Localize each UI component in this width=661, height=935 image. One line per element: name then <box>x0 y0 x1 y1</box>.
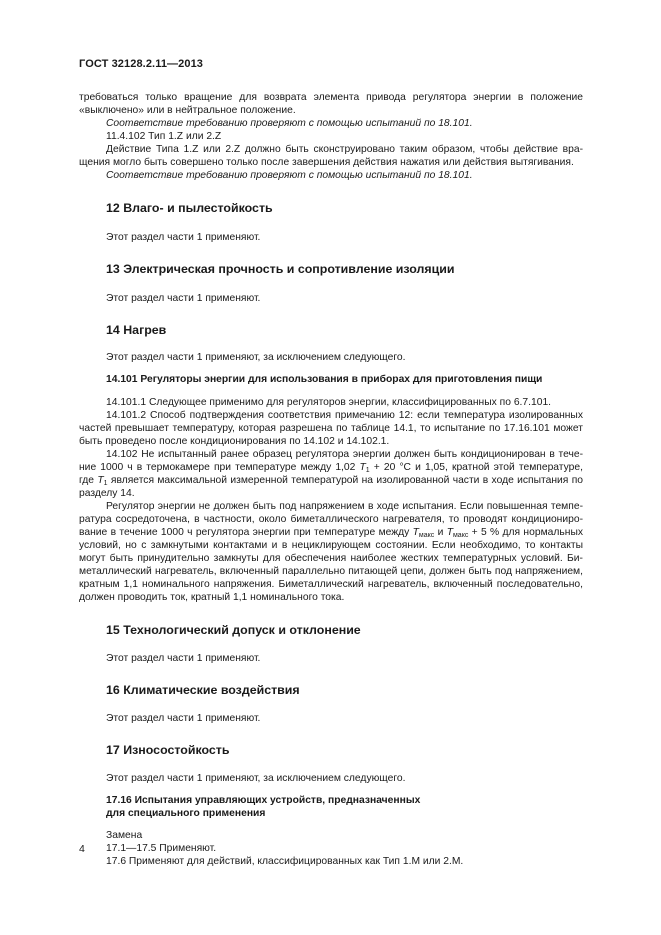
clause-17-1-17-5: 17.1—17.5 Применяют. <box>106 843 217 854</box>
document-header: ГОСТ 32128.2.11—2013 <box>79 58 204 70</box>
paragraph-line: щения могло быть совершено только после завершения действия нажатия или действия вытягивания. <box>79 157 574 168</box>
compliance-note: Соответствие требованию проверяют с помощью испытаний по 18.101. <box>106 170 473 181</box>
paragraph-line: должен проводить ток, кратный 1,1 номинального тока. <box>79 592 345 603</box>
page-number: 4 <box>79 843 85 855</box>
clause-11-4-102: 11.4.102 Тип 1.Z или 2.Z <box>106 131 222 142</box>
text-run: ние 1000 ч в термокамере при температуре между 1,02 <box>79 462 360 473</box>
page-content <box>79 91 583 868</box>
clause-14-101-1: 14.101.1 Следующее применимо для регуляторов энергии, классифицированных по 6.7.101. <box>106 397 552 408</box>
paragraph-line: могут быть принудительно замкнуты для обеспечения наиболее жестких температурных условий. Би- <box>79 553 583 564</box>
subsection-17-16-title: 17.16 Испытания управляющих устройств, предназначенных <box>106 795 421 806</box>
paragraph-line: кратным 1,1 номинального напряжения. Биметаллический нагреватель, включенный последовательно, <box>79 579 583 590</box>
section-16-text: Этот раздел части 1 применяют. <box>106 713 261 724</box>
paragraph-line: Действие Типа 1.Z или 2.Z должно быть сконструировано таким образом, чтобы действие вра- <box>106 144 583 155</box>
clause-17-6: 17.6 Применяют для действий, классифицированных как Тип 1.M или 2.M. <box>106 856 464 867</box>
subscript: 1 <box>365 467 370 474</box>
section-15-text: Этот раздел части 1 применяют. <box>106 653 261 664</box>
text-run: и <box>434 527 447 538</box>
text-run: вание в течение 1000 ч регулятора энергии при температуре между <box>79 527 413 538</box>
section-12-text: Этот раздел части 1 применяют. <box>106 232 261 243</box>
paragraph-line: Регулятор энергии не должен быть под напряжением в ходе испытания. Если повышенная темпе- <box>106 501 583 512</box>
replacement-label: Замена <box>106 830 143 841</box>
section-12-title: 12 Влаго- и пылестойкость <box>106 201 273 215</box>
symbol-T: T <box>97 475 104 486</box>
paragraph-line: 14.102 Не испытанный ранее образец регулятора энергии должен быть кондиционирован в тече- <box>106 449 583 460</box>
subscript: макс <box>418 532 435 539</box>
paragraph-line <box>79 526 583 539</box>
section-15-title: 15 Технологический допуск и отклонение <box>106 623 361 637</box>
symbol-T: T <box>359 462 366 473</box>
subsection-17-16-title: для специального применения <box>106 808 266 819</box>
subscript: макс <box>452 532 469 539</box>
paragraph-line: «выключено» или в нейтральное положение. <box>79 105 296 116</box>
section-13-title: 13 Электрическая прочность и сопротивление изоляции <box>106 262 455 276</box>
subscript: 1 <box>103 480 108 487</box>
compliance-note: Соответствие требованию проверяют с помощью испытаний по 18.101. <box>106 118 473 129</box>
text-run: где <box>79 475 98 486</box>
paragraph-line: 14.101.2 Способ подтверждения соответствия примечанию 12: если температура изолированных <box>106 410 583 421</box>
paragraph-line: металлический нагреватель, включенный параллельно питающей цепи, должен быть под напряжением, <box>79 566 583 577</box>
paragraph-line: ратура сосредоточена, в частности, около биметаллического нагревателя, то проводят кондициониро- <box>79 514 583 525</box>
paragraph-line: разделу 14. <box>79 488 135 499</box>
section-16-title: 16 Климатические воздействия <box>106 683 300 697</box>
paragraph-line <box>79 461 583 474</box>
section-13-text: Этот раздел части 1 применяют. <box>106 293 261 304</box>
symbol-T: T <box>412 527 419 538</box>
paragraph-line <box>79 474 583 487</box>
section-14-title: 14 Нагрев <box>106 323 167 337</box>
section-17-text: Этот раздел части 1 применяют, за исключением следующего. <box>106 773 406 784</box>
text-run: + 5 % для нормальных <box>468 527 583 538</box>
paragraph-line: требоваться только вращение для возврата элемента привода регулятора энергии в положение <box>79 92 583 103</box>
paragraph-line: условий, но с замкнутыми контактами и в нециклирующем состоянии. Если необходимо, то контакты <box>79 540 583 551</box>
symbol-T: T <box>446 527 453 538</box>
text-run: + 20 °C и 1,05, кратной этой температуре, <box>369 462 583 473</box>
paragraph-line: быть проведено после кондиционирования по 14.102 и 14.102.1. <box>79 436 390 447</box>
section-14-text: Этот раздел части 1 применяют, за исключением следующего. <box>106 352 406 363</box>
text-run: является максимальной измеренной температурой на изолированной части в ходе испытания по <box>107 475 584 486</box>
section-17-title: 17 Износостойкость <box>106 743 230 757</box>
paragraph-line: частей превышает температуру, которая разрешена по таблице 14.1, то испытание по 17.16.101 может <box>79 423 583 434</box>
subsection-14-101-title: 14.101 Регуляторы энергии для использования в приборах для приготовления пищи <box>106 374 543 385</box>
